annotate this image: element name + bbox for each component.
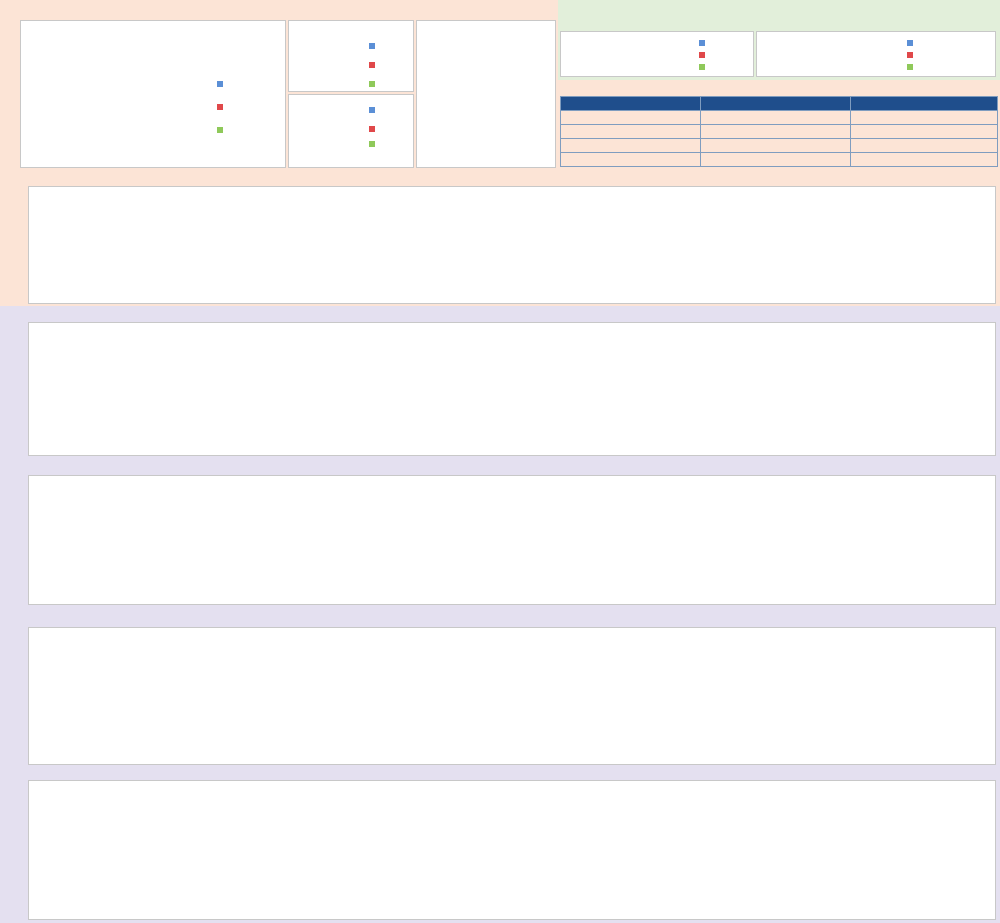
eval-row — [561, 111, 998, 125]
season-panel-4 — [28, 780, 996, 920]
main-pie-chart — [69, 44, 169, 144]
goals-bar-panel — [416, 20, 556, 168]
ks-oita-panel — [756, 31, 996, 77]
ks-mito-pie — [616, 41, 642, 67]
home-pie-panel — [288, 20, 414, 92]
history-panel — [28, 186, 996, 304]
season-panel-3 — [28, 627, 996, 765]
season-chart-mito-2021 — [29, 628, 997, 766]
eval-header-row — [561, 97, 998, 111]
season-panel-2 — [28, 475, 996, 605]
ks-oita-legend — [907, 37, 916, 73]
away-pie-panel — [288, 94, 414, 168]
season-chart-oita-2022 — [29, 476, 997, 606]
eval-row — [561, 125, 998, 139]
ks-oita-pie — [817, 41, 843, 67]
legend-lose — [217, 96, 226, 119]
season-panel-1 — [28, 322, 996, 456]
home-pie-chart — [309, 53, 335, 79]
history-chart — [29, 187, 997, 305]
main-pie-panel — [20, 20, 286, 168]
goals-bar-chart — [417, 21, 557, 169]
home-pie-legend — [369, 37, 378, 94]
away-pie-legend — [369, 101, 378, 149]
legend-win — [217, 73, 226, 96]
season-chart-mito-2022 — [29, 323, 997, 457]
legend-draw — [217, 119, 226, 142]
ks-mito-panel — [560, 31, 754, 77]
eval-table — [560, 96, 998, 167]
season-chart-oita-2021 — [29, 781, 997, 921]
ks-mito-legend — [699, 37, 708, 73]
away-pie-chart — [309, 126, 335, 152]
eval-row — [561, 139, 998, 153]
main-pie-legend — [217, 73, 226, 142]
eval-row — [561, 153, 998, 167]
